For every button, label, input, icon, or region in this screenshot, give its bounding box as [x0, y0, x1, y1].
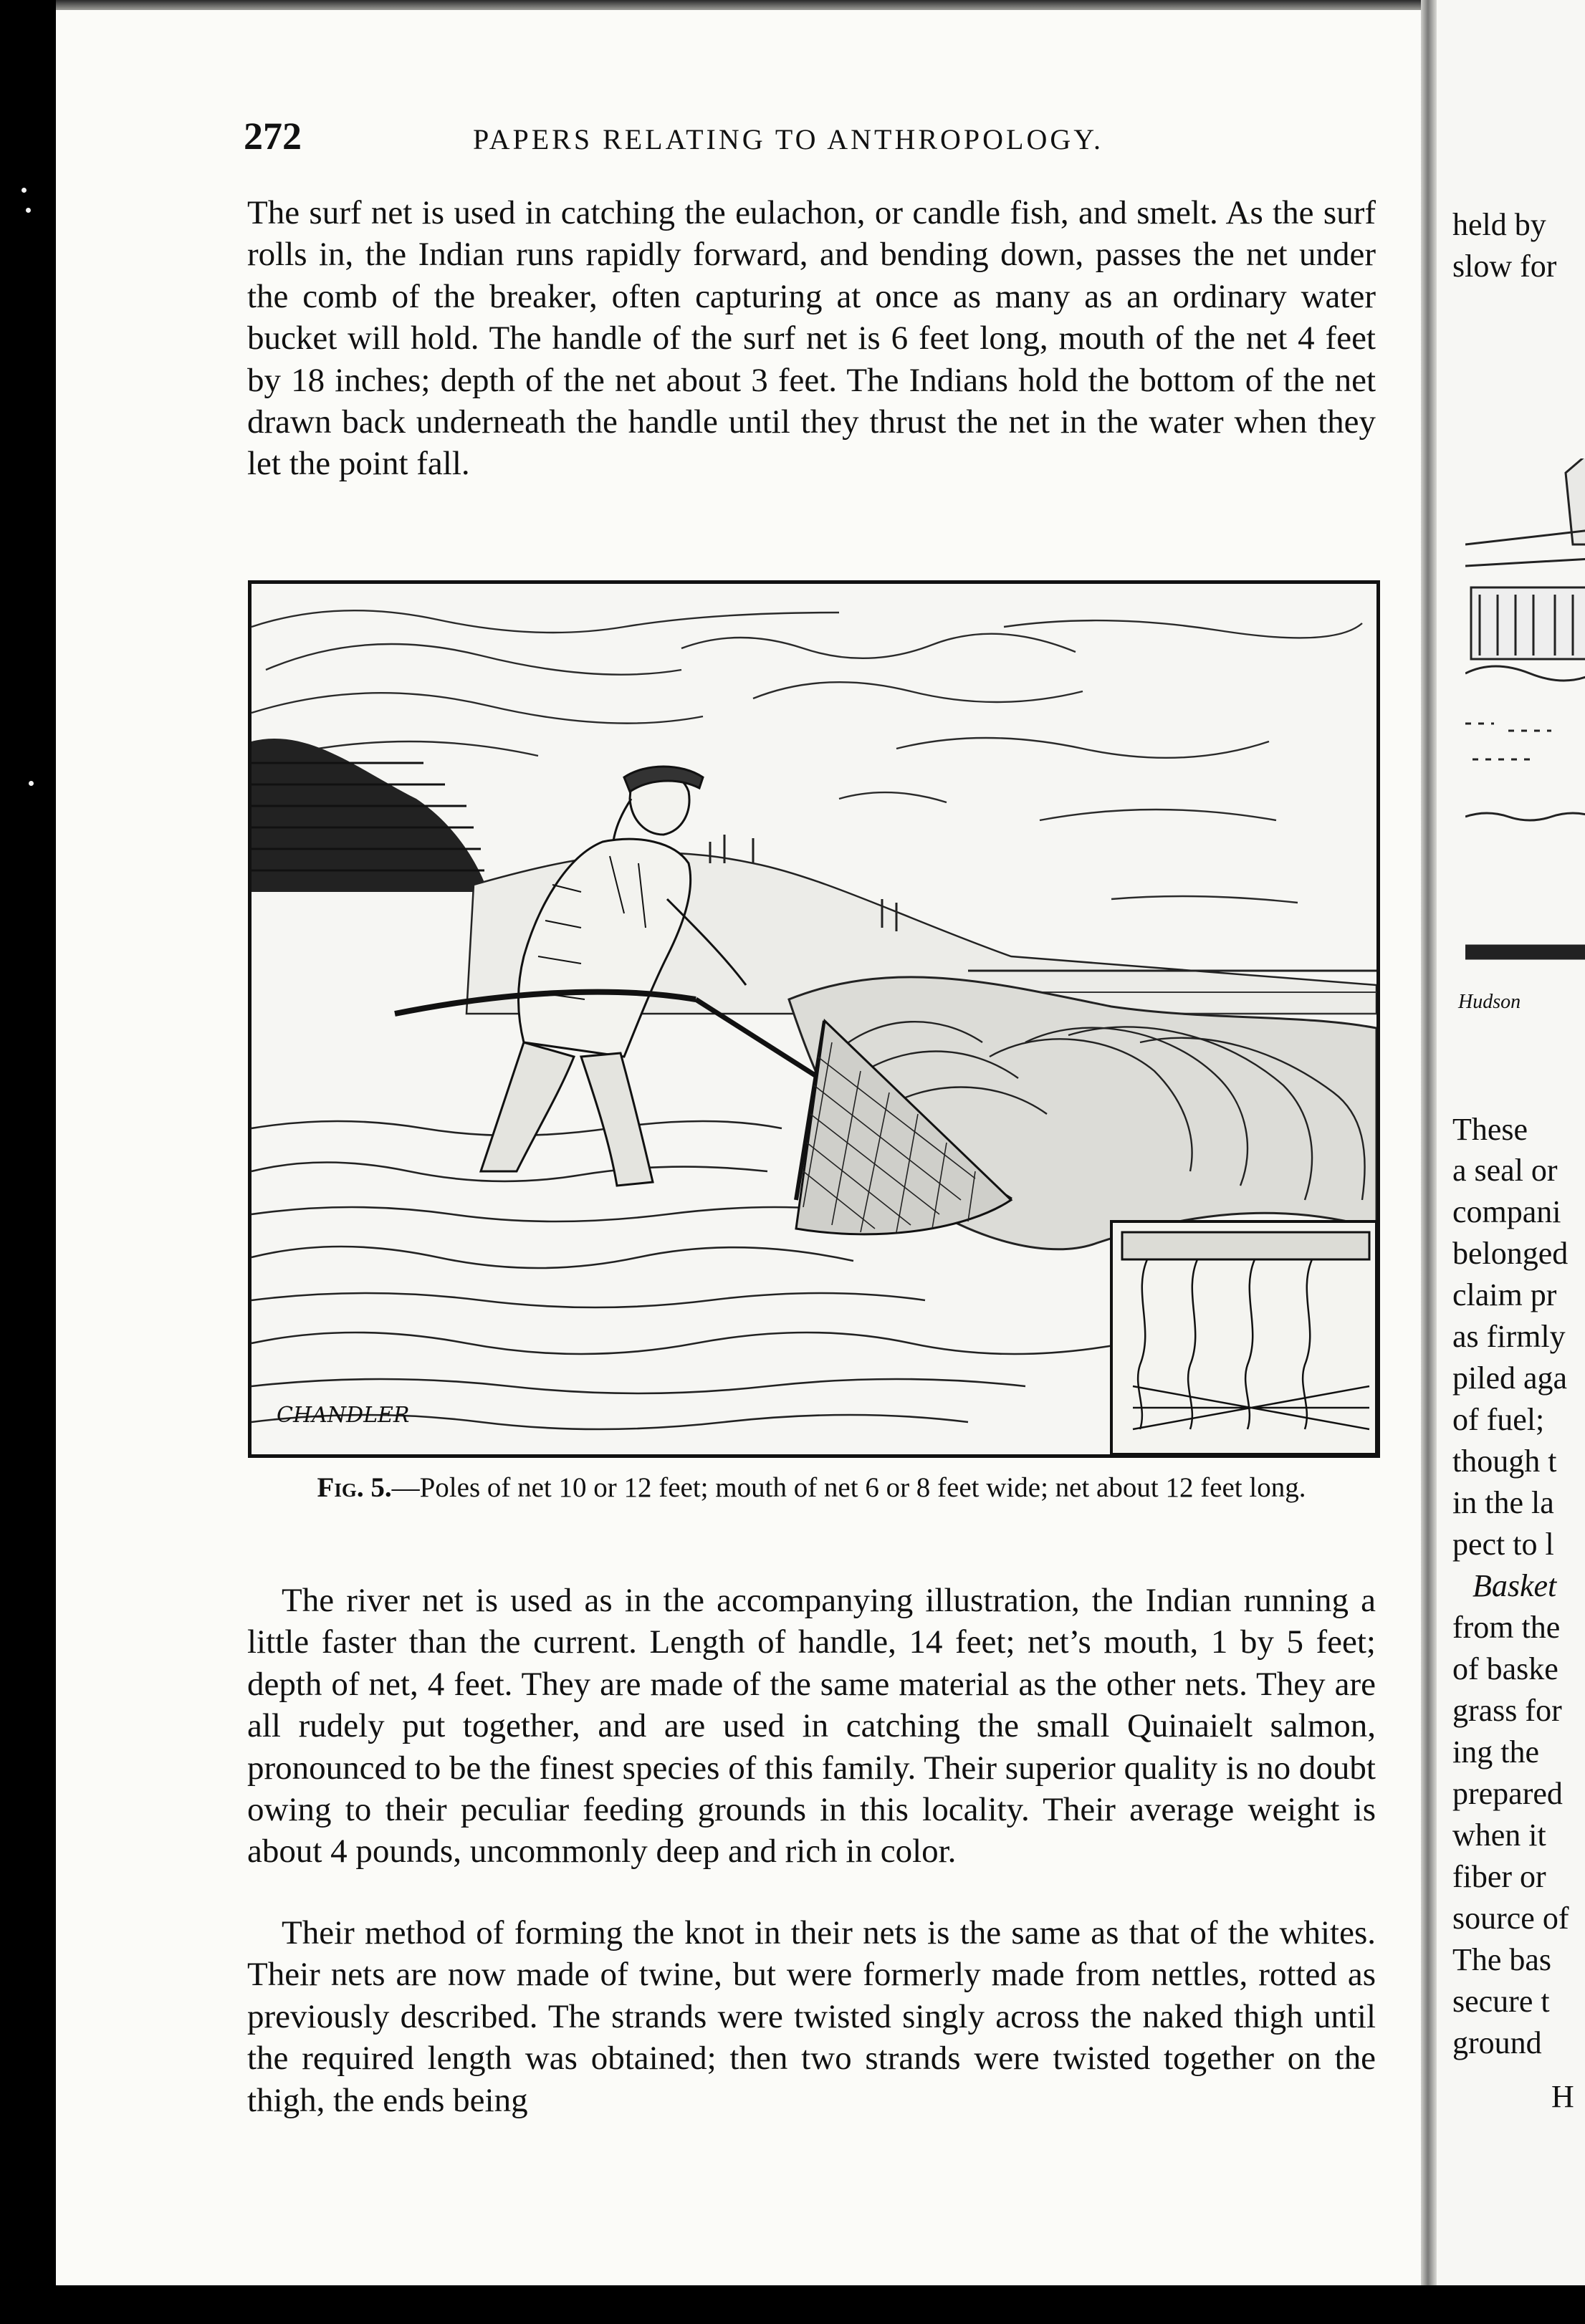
figure-label: Fig. 5.: [317, 1472, 392, 1503]
right-page-line: secure t: [1452, 1984, 1550, 2019]
right-page-line: when it: [1452, 1818, 1546, 1853]
engraver-signature: CHANDLER: [277, 1403, 410, 1428]
scan-speck: [29, 781, 34, 786]
right-page-line: The bas: [1452, 1942, 1552, 1977]
scan-speck: [26, 208, 31, 213]
right-page: [1437, 0, 1585, 2324]
right-page-illustration-signature: Hudson: [1458, 991, 1521, 1013]
right-page-line: of baske: [1452, 1651, 1558, 1686]
surf-net-engraving: [252, 584, 1376, 1454]
right-page-line: slow for: [1452, 249, 1557, 284]
right-page-line: pect to l: [1452, 1527, 1554, 1562]
paragraph-surf-net: The surf net is used in catching the eulachon, or candle fish, and smelt. As the surf rolls in, the Indian runs rapidly forward, and bending down, passes the net under the comb of the breaker, often capturing at once as many as an ordinary water bucket will hold. The handle of the surf net is 6 feet long, mouth of the net 4 feet by 18 inches; depth of the net about 3 feet. The Indians hold the bottom of the net drawn back underneath the handle until they thrust the net in the water when they let the point fall.: [247, 194, 1376, 483]
right-page-line: ground: [1452, 2025, 1542, 2060]
right-page-line: These: [1452, 1112, 1528, 1147]
right-page-line: source of: [1452, 1901, 1569, 1936]
right-page-line: H: [1551, 2079, 1574, 2114]
figure-caption-text: —Poles of net 10 or 12 feet; mouth of net 6 or 8 feet wide; net about 12 feet long.: [391, 1472, 1306, 1503]
right-page-illustration: [1465, 458, 1585, 989]
running-head: PAPERS RELATING TO ANTHROPOLOGY.: [473, 123, 1103, 155]
scan-speck: [21, 188, 27, 193]
right-page-line: in the la: [1452, 1485, 1554, 1520]
right-page-line: held by: [1452, 207, 1546, 242]
page-bottom-edge: [0, 2285, 1585, 2324]
right-page-line: fiber or: [1452, 1859, 1546, 1894]
net-knot-inset: [1111, 1221, 1376, 1454]
right-page-line: belonged: [1452, 1236, 1569, 1271]
paragraph-river-net: The river net is used as in the accompanying illustration, the Indian running a little faster than the current. Length of handle, 14 feet; net’s mouth, 1 by 5 feet; depth of net, 4 feet. They are made of the same material as the other nets. They are all rudely put together, and are used in catching the small Quinaielt salmon, pronounced to be the finest species of this family. Their superior quality is no doubt owing to their peculiar feeding grounds in this locality. Their average weight is about 4 pounds, uncommonly deep and rich in color.: [247, 1582, 1376, 1871]
right-page-line: ing the: [1452, 1734, 1539, 1770]
right-page-line: Basket: [1473, 1568, 1557, 1603]
right-page-line: prepared: [1452, 1776, 1563, 1811]
right-page-line: piled aga: [1452, 1360, 1568, 1396]
right-page-line: a seal or: [1452, 1153, 1558, 1188]
paragraph-net-knot: Their method of forming the knot in their nets is the same as that of the whites. Their nets are now made of twine, but were formerly made from nettles, rotted as previously described. The strands were twisted singly across the naked thigh until the required length was obtained; then two strands were twisted together on the thigh, the ends being: [247, 1914, 1376, 2119]
page-top-edge: [56, 0, 1585, 10]
right-page-line: of fuel;: [1452, 1402, 1545, 1437]
right-page-line: as firmly: [1452, 1319, 1566, 1354]
right-page-line: compani: [1452, 1194, 1561, 1229]
right-page-line: though t: [1452, 1444, 1557, 1479]
right-page-line: claim pr: [1452, 1277, 1557, 1312]
page-number: 272: [244, 115, 302, 158]
figure-caption: [247, 1469, 1376, 1507]
book-gutter: [1421, 0, 1437, 2324]
figure-surf-net-illustration: [248, 580, 1380, 1458]
right-page-line: grass for: [1452, 1693, 1562, 1728]
right-page-line: from the: [1452, 1610, 1561, 1645]
